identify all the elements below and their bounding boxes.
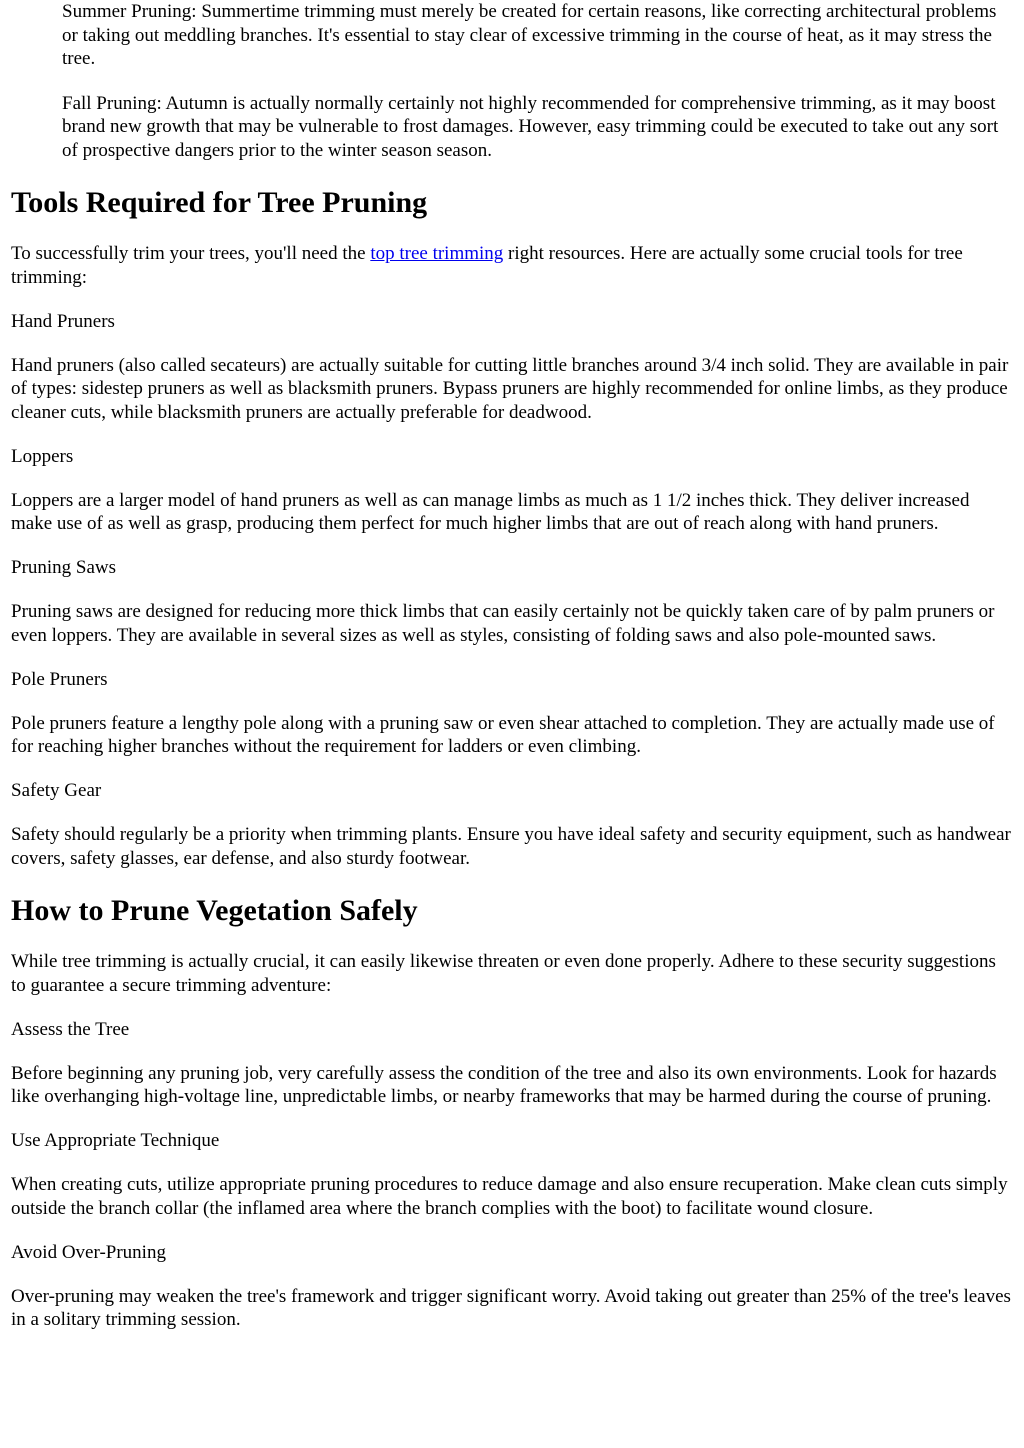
tool-title: Pole Pruners <box>11 668 108 690</box>
safety-tip-description: Before beginning any pruning job, very carefully assess the condition of the tree and also its own environments. Look for hazards like overhanging high-voltage line, unpredictable limbs, or nearby frameworks that may be harmed during the course of pruning. <box>11 1062 997 1107</box>
seasonal-pruning-list <box>62 0 1014 162</box>
tool-description: Pole pruners feature a lengthy pole along with a pruning saw or even shear attached to completion. They are actually made use of for reaching higher branches without the requirement for ladders or even climbing. <box>11 712 995 757</box>
safety-heading: How to Prune Vegetation Safely <box>11 894 418 927</box>
summer-pruning-paragraph: Summer Pruning: Summertime trimming must merely be created for certain reasons, like correcting architectural problems or taking out meddling branches. It's essential to stay clear of excessive trimming in the course of heat, as it may stress the tree. <box>62 1 997 69</box>
tool-description: Safety should regularly be a priority when trimming plants. Ensure you have ideal safety and security equipment, such as handwear covers, safety glasses, ear defense, and also sturdy footwear. <box>11 824 1011 869</box>
safety-tip-description: When creating cuts, utilize appropriate pruning procedures to reduce damage and also ensure recuperation. Make clean cuts simply outside the branch collar (the inflamed area where the branch complies with the boot) to facilitate wound closure. <box>11 1174 1008 1219</box>
top-tree-trimming-link[interactable]: top tree trimming <box>370 243 504 264</box>
fall-pruning-paragraph: Fall Pruning: Autumn is actually normally certainly not highly recommended for comprehensive trimming, as it may boost brand new growth that may be vulnerable to frost damages. However, easy trimming could be executed to take out any sort of prospective dangers prior to the winter season season. <box>62 92 999 161</box>
tool-title: Safety Gear <box>11 780 102 801</box>
safety-tip-title: Assess the Tree <box>11 1018 130 1040</box>
tools-intro-text-before: To successfully trim your trees, you'll need the <box>11 243 371 264</box>
tool-title: Hand Pruners <box>11 310 115 332</box>
tools-intro-text-after: right resources. Here are actually some crucial tools for tree trimming: <box>11 243 963 288</box>
safety-intro-paragraph: While tree trimming is actually crucial, it can easily likewise threaten or even done properly. Adhere to these security suggestions to guarantee a secure trimming adventure: <box>11 951 996 996</box>
tools-intro-paragraph <box>11 242 1014 289</box>
safety-tip-description: Over-pruning may weaken the tree's framework and trigger significant worry. Avoid taking out greater than 25% of the tree's leaves in a solitary trimming session. <box>11 1285 1011 1330</box>
tool-title: Loppers <box>11 445 74 467</box>
safety-tip-title: Use Appropriate Technique <box>11 1130 220 1151</box>
tool-description: Hand pruners (also called secateurs) are actually suitable for cutting little branches around 3/4 inch solid. They are available in pair of types: sidestep pruners as well as blacksmith pruners. Bypass pruners are highly recommended for online limbs, as they produce cleaner cuts, while blacksmith pruners are actually preferable for deadwood. <box>11 354 1009 423</box>
tool-description: Pruning saws are designed for reducing more thick limbs that can easily certainly not be quickly taken care of by palm pruners or even loppers. They are available in several sizes as well as styles, consisting of folding saws and also pole-mounted saws. <box>11 601 995 646</box>
safety-tip-title: Avoid Over-Pruning <box>11 1241 166 1263</box>
tool-description: Loppers are a larger model of hand pruners as well as can manage limbs as much as 1 1/2 inches thick. They deliver increased make use of as well as grasp, producing them perfect for much higher limbs that are out of reach along with hand pruners. <box>11 489 970 534</box>
tool-title: Pruning Saws <box>11 557 117 578</box>
tools-heading: Tools Required for Tree Pruning <box>11 186 428 219</box>
